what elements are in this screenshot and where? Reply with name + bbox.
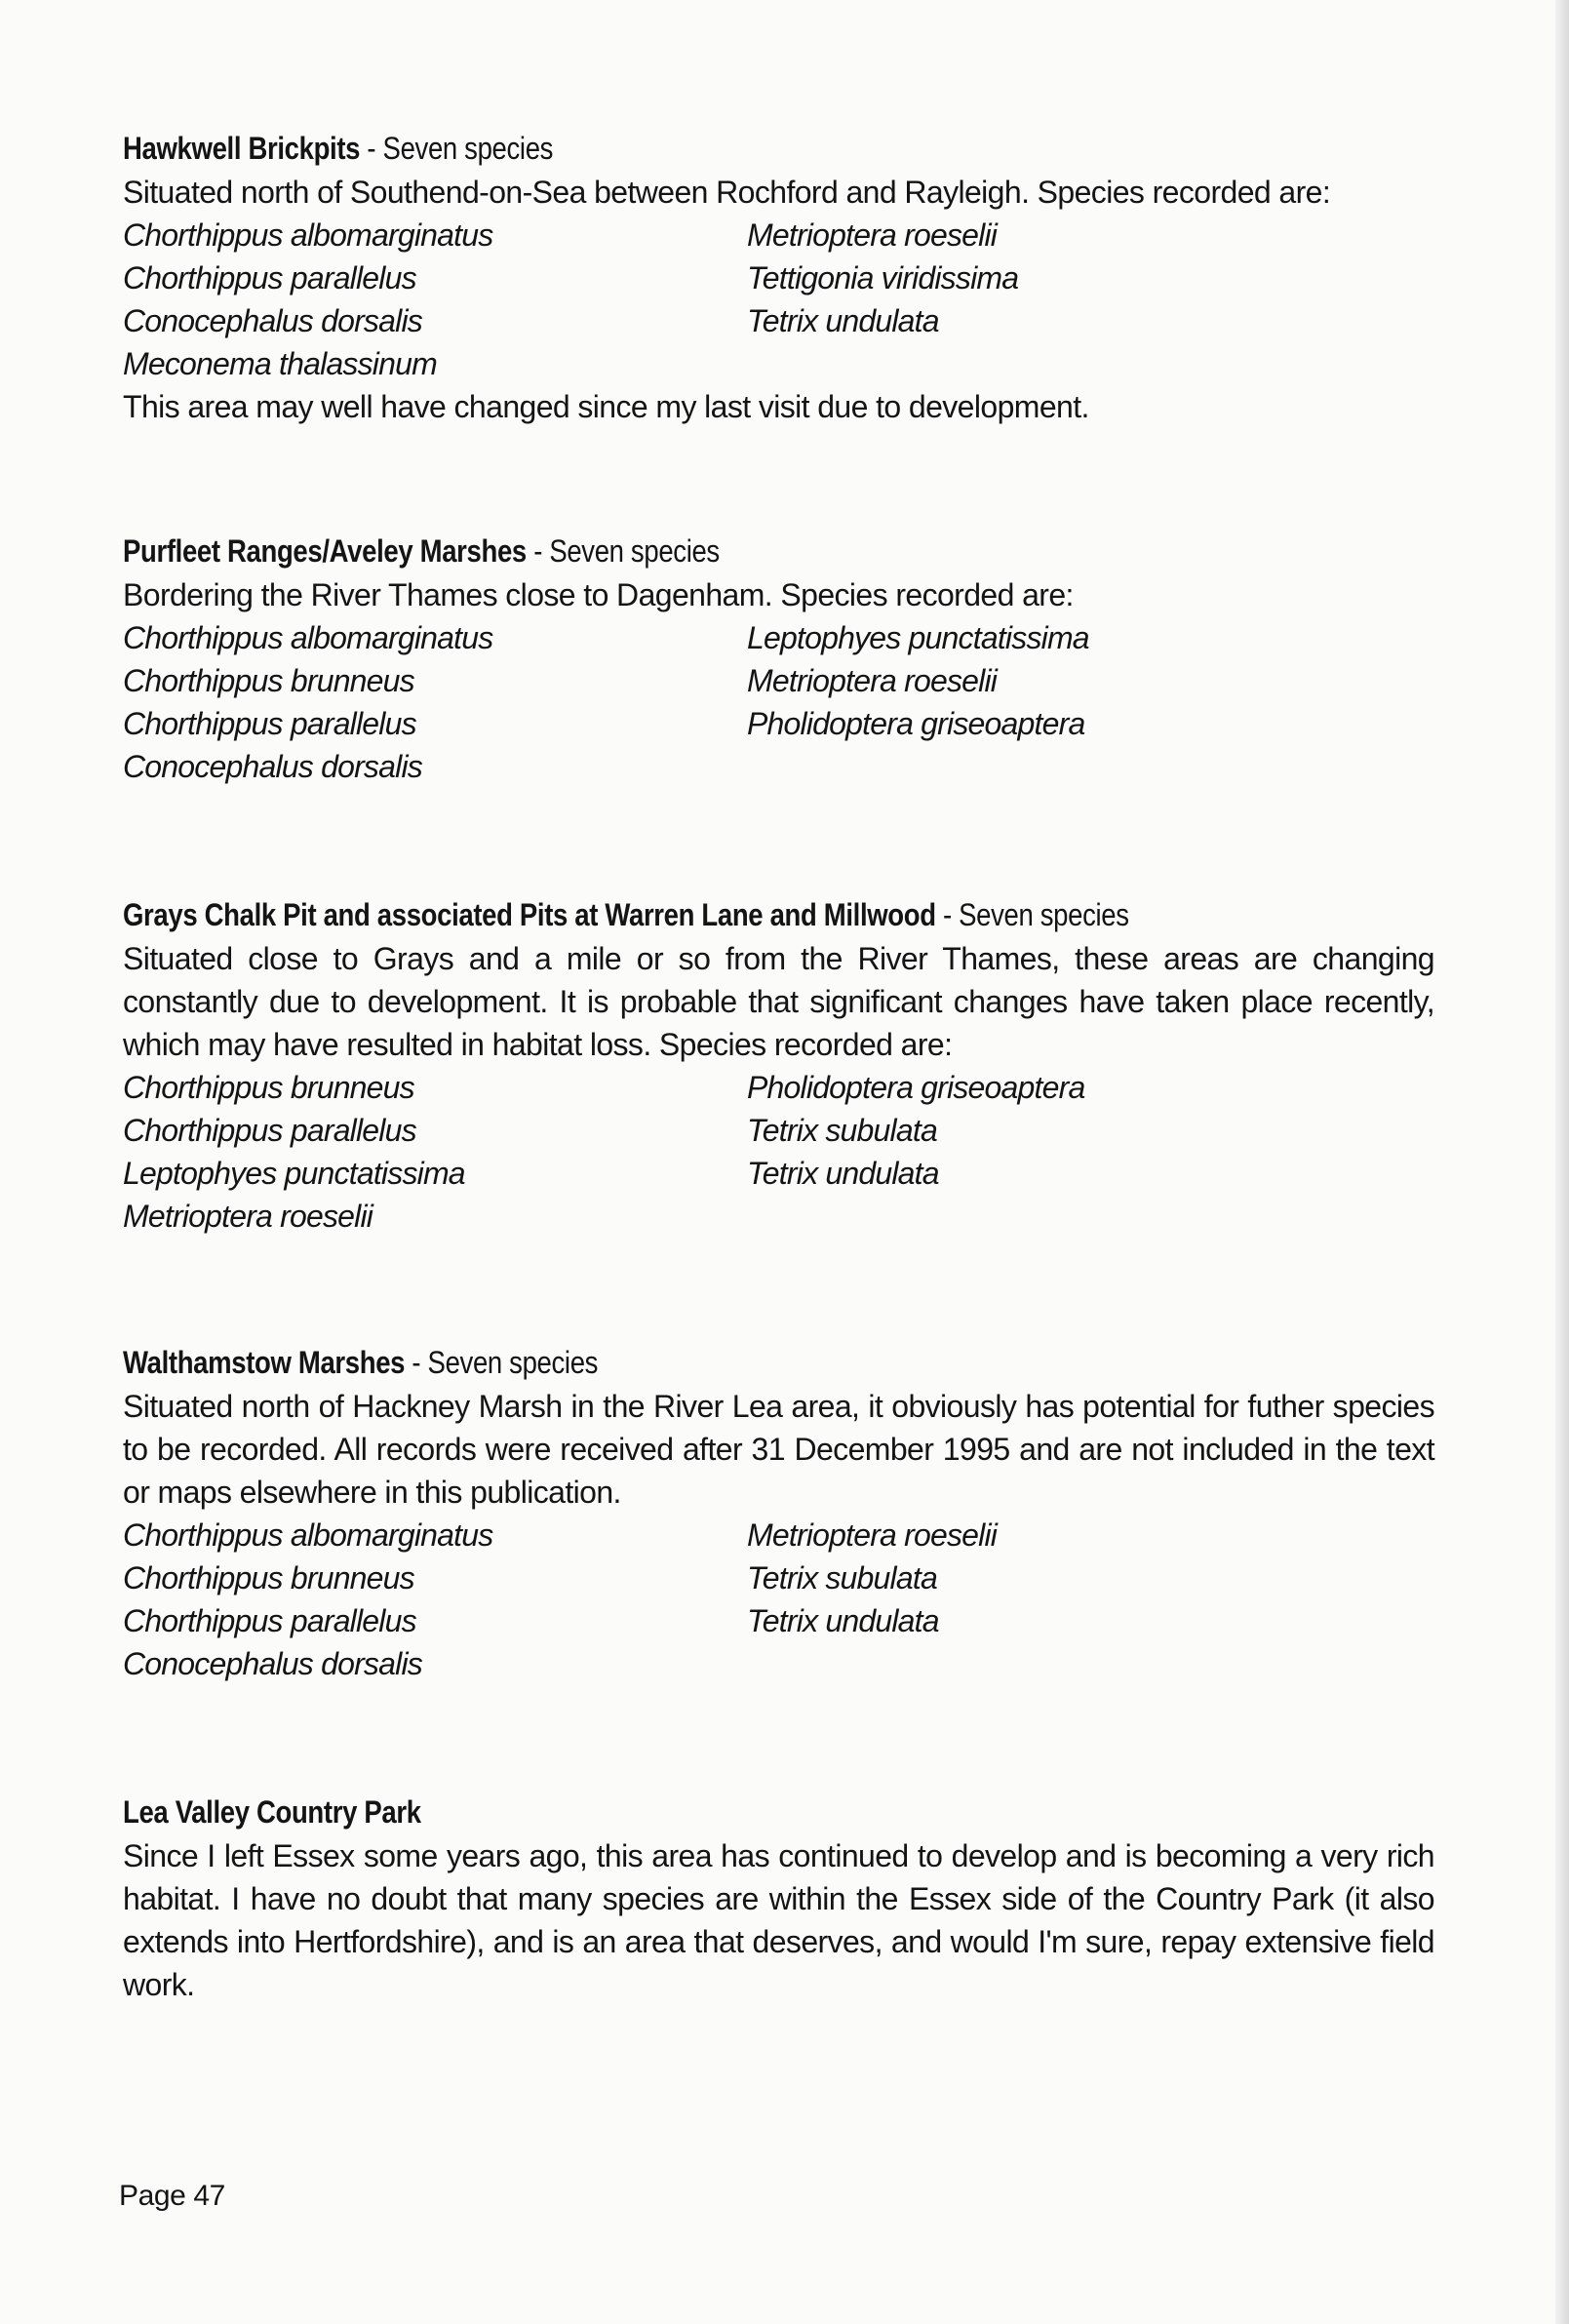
section-lea-valley-country-park	[123, 1791, 1434, 2006]
species-name: Conocephalus dorsalis	[123, 303, 422, 338]
species-count: Seven species	[549, 533, 720, 569]
species-name: Leptophyes punctatissima	[747, 620, 1089, 655]
section-heading	[123, 893, 1251, 937]
heading-separator: -	[360, 131, 383, 166]
section-heading	[123, 1341, 1251, 1385]
section-title: Purfleet Ranges/Aveley Marshes	[123, 533, 527, 569]
page-number: Page 47	[119, 2180, 225, 2212]
species-column-right	[747, 1066, 1371, 1238]
species-name: Tettigonia viridissima	[747, 260, 1019, 295]
section-description: Situated north of Hackney Marsh in the River Lea area, it obviously has potential for futher species to be recorded. All records were received after 31 December 1995 and are not included in the text or maps elsewhere in this publication.	[123, 1389, 1434, 1510]
species-column-right	[747, 1514, 1371, 1685]
section-description: Situated north of Southend-on-Sea between Rochford and Rayleigh. Species recorded are:	[123, 175, 1331, 210]
species-name: Tetrix subulata	[747, 1113, 937, 1148]
section-title: Walthamstow Marshes	[123, 1345, 406, 1380]
species-count: Seven species	[959, 897, 1129, 932]
species-name: Tetrix undulata	[747, 1156, 939, 1191]
section-title: Hawkwell Brickpits	[123, 131, 361, 166]
species-column-right	[747, 214, 1371, 385]
species-name: Chorthippus parallelus	[123, 1603, 416, 1638]
species-list	[123, 214, 1434, 385]
section-hawkwell-brickpits	[123, 127, 1434, 428]
species-name: Tetrix subulata	[747, 1560, 937, 1595]
section-description: Since I left Essex some years ago, this area has continued to develop and is becoming a very rich habitat. I have no doubt that many species are within the Essex side of the Country Park (it also extends into Hertfordshire), and is an area that deserves, and would I'm sure, repay extensive field work.	[123, 1838, 1434, 2002]
species-column-left	[123, 616, 747, 788]
section-title: Lea Valley Country Park	[123, 1794, 421, 1830]
section-heading	[123, 530, 1251, 573]
species-name: Chorthippus albomarginatus	[123, 620, 493, 655]
species-name: Chorthippus albomarginatus	[123, 217, 493, 253]
scan-edge-shadow	[1555, 0, 1569, 2324]
section-note: This area may well have changed since my last visit due to development.	[123, 389, 1089, 424]
species-name: Chorthippus brunneus	[123, 1070, 414, 1105]
heading-separator: -	[405, 1345, 428, 1380]
section-walthamstow-marshes	[123, 1341, 1434, 1685]
species-column-left	[123, 1066, 747, 1238]
species-name: Chorthippus brunneus	[123, 1560, 414, 1595]
species-name: Metrioptera roeselii	[747, 217, 998, 253]
species-list	[123, 1066, 1434, 1238]
species-count: Seven species	[382, 131, 554, 166]
species-name: Chorthippus parallelus	[123, 260, 416, 295]
species-name: Leptophyes punctatissima	[123, 1156, 465, 1191]
section-heading	[123, 1791, 1251, 1834]
species-name: Metrioptera roeselii	[747, 1517, 998, 1553]
species-name: Tetrix undulata	[747, 1603, 939, 1638]
species-name: Conocephalus dorsalis	[123, 749, 422, 784]
section-heading	[123, 127, 1251, 171]
species-name: Chorthippus brunneus	[123, 663, 414, 698]
species-name: Pholidoptera griseoaptera	[747, 706, 1085, 741]
section-grays-chalk-pit	[123, 893, 1434, 1238]
species-name: Metrioptera roeselii	[123, 1199, 373, 1234]
section-description: Bordering the River Thames close to Dagenham. Species recorded are:	[123, 577, 1074, 612]
species-column-right	[747, 616, 1371, 788]
section-purfleet-ranges	[123, 530, 1434, 788]
species-name: Tetrix undulata	[747, 303, 939, 338]
species-name: Chorthippus parallelus	[123, 706, 416, 741]
species-name: Meconema thalassinum	[123, 346, 437, 381]
species-column-left	[123, 214, 747, 385]
heading-separator: -	[526, 533, 550, 569]
page-content	[123, 127, 1434, 2006]
species-name: Pholidoptera griseoaptera	[747, 1070, 1085, 1105]
species-list	[123, 616, 1434, 788]
species-column-left	[123, 1514, 747, 1685]
section-title: Grays Chalk Pit and associated Pits at Warren Lane and Millwood	[123, 897, 936, 932]
species-name: Chorthippus parallelus	[123, 1113, 416, 1148]
heading-separator: -	[935, 897, 960, 932]
section-description: Situated close to Grays and a mile or so from the River Thames, these areas are changing constantly due to development. It is probable that significant changes have taken place recently, which may have resulted in habitat loss. Species recorded are:	[123, 941, 1434, 1062]
species-count: Seven species	[427, 1345, 599, 1380]
species-name: Conocephalus dorsalis	[123, 1646, 422, 1681]
species-name: Metrioptera roeselii	[747, 663, 998, 698]
species-name: Chorthippus albomarginatus	[123, 1517, 493, 1553]
species-list	[123, 1514, 1434, 1685]
